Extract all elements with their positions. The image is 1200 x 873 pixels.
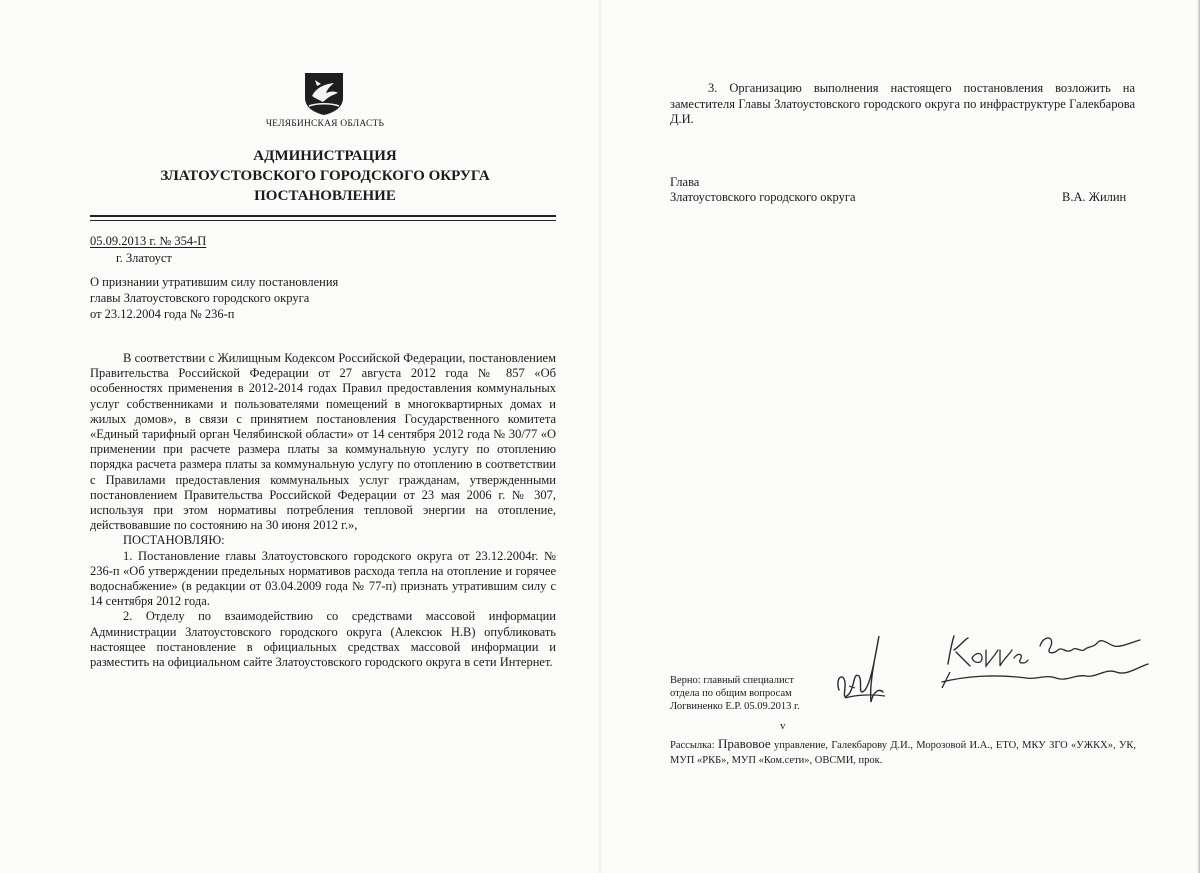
right-page — [600, 0, 1200, 873]
document-subject — [90, 274, 410, 323]
signatory-name: В.А. Жилин — [1062, 190, 1127, 204]
subject-line: от 23.12.2004 года № 236-п — [90, 307, 235, 322]
header-resolution: ПОСТАНОВЛЕНИЕ — [254, 188, 396, 204]
header-rule-thick — [90, 215, 556, 217]
certification-line: отдела по общим вопросам — [670, 688, 792, 699]
item-1-paragraph: 1. Постановление главы Златоустовского городского округа от 23.12.2004г. № 236-п «Об утверждении предельных нормативов расхода тепла на отопление и горячее водоснабжение» (в редакции от 03.04.2009 года № 77-п) признать утратившим силу с 14 сентября 2012 года. — [90, 548, 556, 609]
signatory-organization: Златоустовского городского округа — [670, 190, 856, 204]
tick-mark: v — [780, 720, 786, 732]
header-administration: АДМИНИСТРАЦИЯ — [253, 148, 397, 164]
subject-line: О признании утратившим силу постановления — [90, 275, 339, 289]
item-3-block — [670, 81, 1135, 128]
distribution-recipients: управление, Галекбарову Д.И., Морозовой И.А., ЕТО, МКУ ЗГО «УЖКХ», УК, МУП «РКБ», МУП «Ком.сети», ОВСМИ, прок. — [670, 740, 1137, 766]
document-body — [90, 351, 556, 670]
header-rule-thin — [90, 220, 556, 221]
preamble-paragraph: В соответствии с Жилищным Кодексом Российской Федерации, постановлением Правительства Российской Федерации от 27 августа 2012 года № 857 «Об особенностях применения в 2012-2014 годах Правил предоставления коммунальных услуг собственниками и пользователями помещений в многоквартирных домах и жилых домов», в связи с принятием постановления Государственного комитета «Единый тарифный орган Челябинской области» от 14 сентября 2012 года № 30/77 «О применении при расчете размера платы за коммунальную услугу по отоплению порядка расчета размера платы за коммунальную услугу по отоплению в соответствии с Правилами предоставления коммунальных услуг гражданам, утвержденными постановлением Правительства Российской Федерации от 23 мая 2006 г. № 307, используя при этом нормативы потребления тепловой энергии на отопление, действовавшие по состоянию на 30 июня 2012 г.», — [90, 351, 556, 533]
signatory-title: Глава — [670, 175, 700, 189]
certification-line: Логвиненко Е.Р. 05.09.2013 г. — [670, 701, 800, 712]
document-header — [100, 146, 550, 206]
handwritten-copy-certified-note — [936, 628, 1156, 698]
coat-of-arms-emblem — [301, 70, 347, 116]
document-number: 05.09.2013 г. № 354-П — [90, 234, 207, 248]
distribution-first-recipient: Правовое — [717, 736, 771, 751]
distribution-list — [670, 736, 1136, 768]
header-district: ЗЛАТОУСТОВСКОГО ГОРОДСКОГО ОКРУГА — [160, 168, 490, 184]
resolve-heading: ПОСТАНОВЛЯЮ: — [123, 533, 225, 548]
handwritten-signature — [805, 628, 905, 718]
item-3-paragraph: 3. Организацию выполнения настоящего постановления возложить на заместителя Главы Златоустовского городского округа по инфраструктуре Галекбарова Д.И. — [670, 81, 1135, 126]
document-city: г. Златоуст — [116, 251, 172, 265]
subject-line: главы Златоустовского городского округа — [90, 291, 310, 306]
certification-line: Верно: главный специалист — [670, 675, 794, 686]
item-2-paragraph: 2. Отделу по взаимодействию со средствами массовой информации Администрации Златоустовского городского округа (Алексюк Н.В) опубликовать настоящее постановление в официальных средствах массовой информации и разместить на официальном сайте Златоустовского городского округа в сети Интернет. — [90, 609, 556, 670]
distribution-prefix: Рассылка: — [670, 740, 718, 751]
region-name: ЧЕЛЯБИНСКАЯ ОБЛАСТЬ — [265, 119, 385, 129]
